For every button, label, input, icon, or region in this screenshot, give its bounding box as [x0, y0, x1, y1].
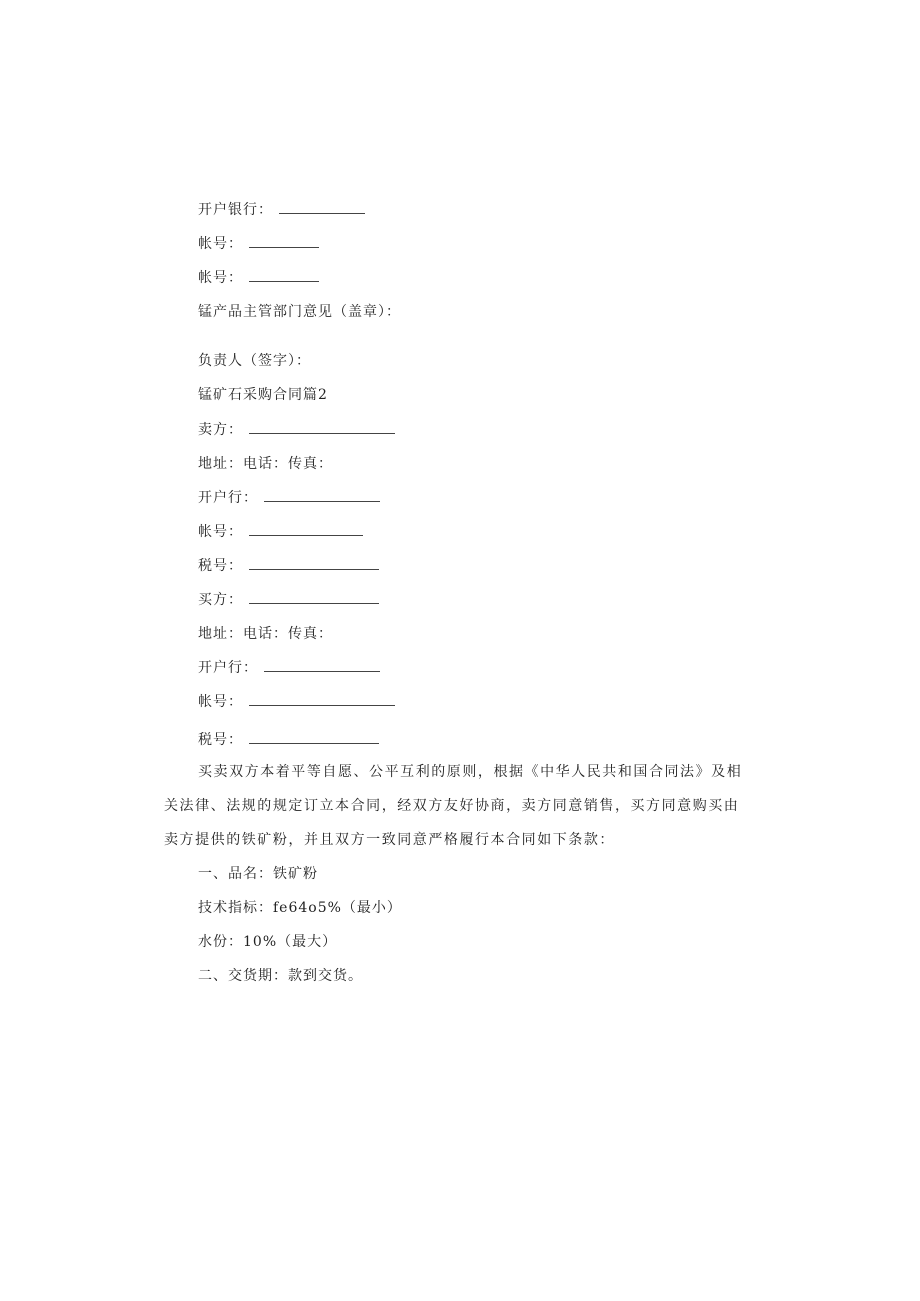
buyer-account-field: [198, 692, 395, 712]
seller-account-blank: [249, 523, 363, 536]
seller-tax-blank: [249, 557, 379, 570]
bank-label: 开户银行：: [198, 202, 273, 218]
intro-line-3-text: 卖方提供的铁矿粉，并且双方一致同意严格履行本合同如下条款：: [164, 832, 615, 848]
section-title-text: 锰矿石采购合同篇2: [198, 387, 328, 403]
seller-tax-field: [198, 556, 379, 576]
buyer-account-label: 帐号：: [198, 694, 243, 710]
buyer-field: [198, 590, 379, 610]
responsible-field: [198, 351, 311, 371]
responsible-label: 负责人（签字）：: [198, 353, 311, 369]
seller-bank-field: [198, 488, 380, 508]
item-spec: [198, 898, 402, 918]
seller-address-field: [198, 454, 333, 474]
buyer-address-field: [198, 624, 333, 644]
buyer-blank: [249, 591, 379, 604]
section-title: [198, 385, 328, 405]
seller-bank-blank: [264, 489, 380, 502]
buyer-bank-blank: [264, 659, 380, 672]
item-delivery-text: 二、交货期：款到交货。: [198, 968, 363, 984]
account-blank-1: [249, 235, 319, 248]
seller-tax-label: 税号：: [198, 558, 243, 574]
item-moisture: [198, 932, 337, 952]
account-field-2: [198, 268, 319, 288]
bank-blank: [279, 201, 365, 214]
buyer-address-label: 地址：电话：传真：: [198, 626, 333, 642]
buyer-bank-field: [198, 658, 380, 678]
seller-blank: [249, 421, 395, 434]
intro-line-1-text: 买卖双方本着平等自愿、公平互利的原则，根据《中华人民共和国合同法》及相: [198, 764, 743, 780]
intro-line-2: [164, 796, 739, 816]
account-label-1: 帐号：: [198, 236, 243, 252]
account-field-1: [198, 234, 319, 254]
seller-address-label: 地址：电话：传真：: [198, 456, 333, 472]
item-spec-text: 技术指标：fe64o5%（最小）: [198, 900, 402, 916]
buyer-tax-blank: [249, 731, 379, 744]
intro-line-1: [198, 762, 742, 782]
bank-field: [198, 200, 365, 220]
seller-account-label: 帐号：: [198, 524, 243, 540]
seller-field: [198, 420, 395, 440]
intro-line-3: [164, 830, 615, 850]
item-delivery: [198, 966, 363, 986]
dept-opinion-field: [198, 302, 401, 322]
account-label-2: 帐号：: [198, 270, 243, 286]
seller-bank-label: 开户行：: [198, 490, 258, 506]
intro-line-2-text: 关法律、法规的规定订立本合同，经双方友好协商，卖方同意销售，买方同意购买由: [164, 798, 740, 814]
buyer-account-blank: [249, 693, 395, 706]
item-moisture-text: 水份：10%（最大）: [198, 934, 338, 950]
account-blank-2: [249, 269, 319, 282]
item-product-name-text: 一、品名：铁矿粉: [198, 866, 318, 882]
item-product-name: [198, 864, 318, 884]
seller-account-field: [198, 522, 363, 542]
buyer-label: 买方：: [198, 592, 243, 608]
dept-opinion-label: 锰产品主管部门意见（盖章）：: [198, 304, 401, 320]
seller-label: 卖方：: [198, 422, 243, 438]
buyer-tax-field: [198, 730, 379, 750]
buyer-tax-label: 税号：: [198, 732, 243, 748]
buyer-bank-label: 开户行：: [198, 660, 258, 676]
